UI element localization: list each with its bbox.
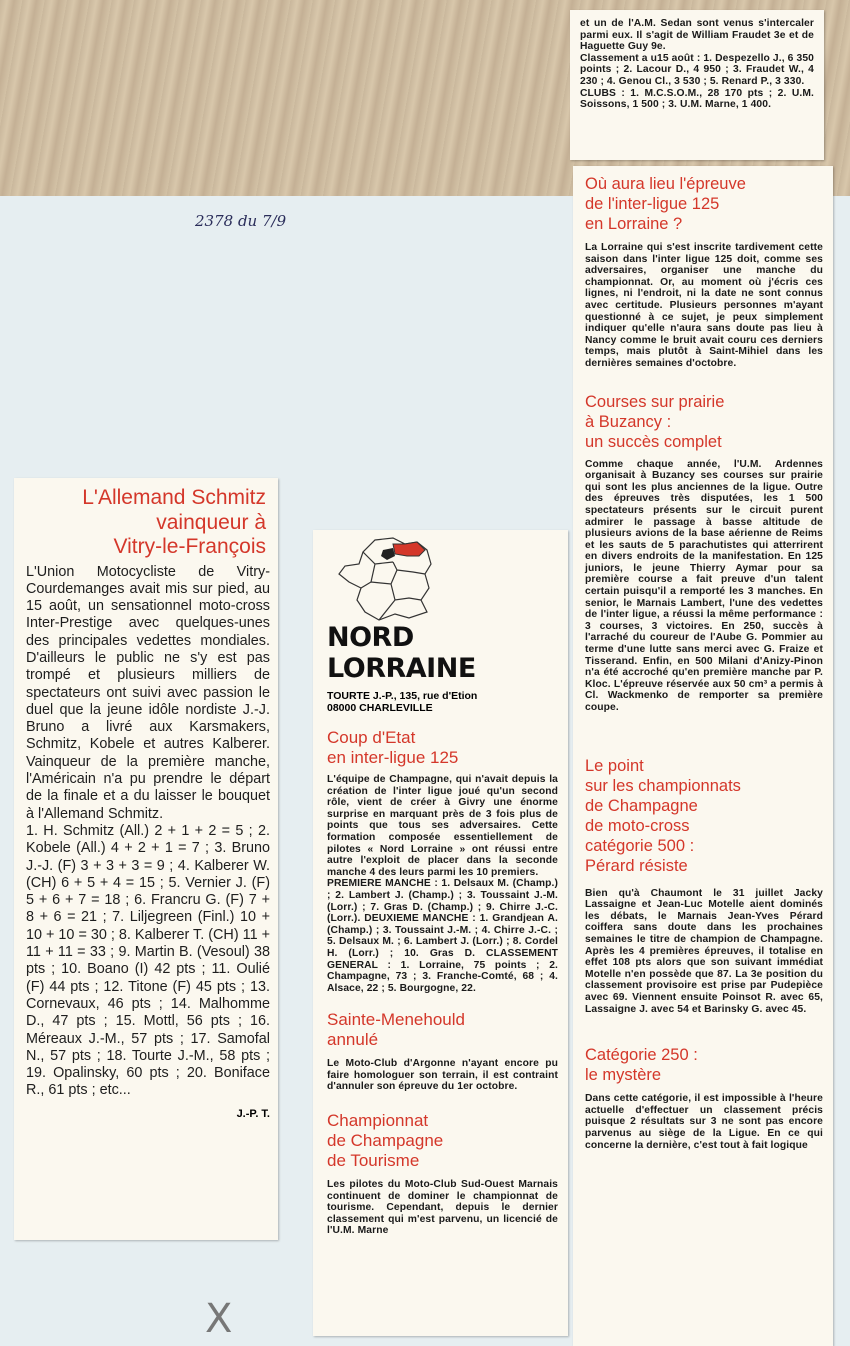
article-body: L'équipe de Champagne, qui n'avait depuis la création de l'inter ligue joué qu'un second rôle, vient de créer à Givry une énorme surprise en marquant près de 3 fois plus de points que tous ses adversaires. Cette formation composée essentiellement de pilotes « Nord Lorraine » ont réussi entre autre l'exploit de placer dans la seconde manche 4 des leurs parmi les 10 premiers. xyxy=(327,774,558,878)
top-clipping-clubs: CLUBS : 1. M.C.S.O.M., 28 170 pts ; 2. U.M. Soissons, 1 500 ; 3. U.M. Marne, 1 400. xyxy=(580,87,814,111)
article-buzancy xyxy=(585,392,823,714)
title-line: de Tourisme xyxy=(327,1151,420,1171)
top-clipping-text: et un de l'A.M. Sedan sont venus s'intercaler parmi eux. Il s'agit de William Fraudet 3e et de Haguette Guy 9e. xyxy=(580,18,814,53)
middle-clipping xyxy=(313,530,568,1336)
title-line: Catégorie 250 : xyxy=(585,1046,698,1065)
title-line: Courses sur prairie xyxy=(585,392,725,411)
title-line: de Champagne xyxy=(585,796,698,815)
title-line: Pérard résiste xyxy=(585,856,688,875)
right-column-clipping xyxy=(573,166,833,1346)
article-title xyxy=(585,174,823,234)
article-title xyxy=(585,1045,823,1085)
address-line: 08000 CHARLEVILLE xyxy=(327,702,433,714)
section-banner: NORD LORRAINE xyxy=(327,622,476,684)
title-line: Vitry-le-François xyxy=(113,535,266,558)
article-interligue-lorraine xyxy=(585,174,823,370)
article-title xyxy=(585,392,823,452)
article-coup-detat xyxy=(327,728,558,994)
article-body: Les pilotes du Moto-Club Sud-Ouest Marnais continuent de dominer le championnat de tourisme. Cependant, depuis le dernier classement qui m'est parvenu, un licencié de l'U.M. Marne xyxy=(327,1179,558,1237)
title-line: en Lorraine ? xyxy=(585,215,683,233)
article-championnat-tourisme xyxy=(327,1111,558,1237)
results-list: PREMIERE MANCHE : 1. Delsaux M. (Champ.) ; 2. Lambert J. (Champ.) ; 3. Toussaint J.-M. (Lorr.) ; 7. Gras D. (Champ.) ; 9. Chirre J.-C. (Lorr.). DEUXIEME MANCHE : 1. Grandjean A. (Champ.) ; 3. Toussaint J.-M. ; 4. Chirre J.-C. ; 5. Delsaux M. ; 6. Lambert J. (Lorr.) ; 8. Cordel H. (Lorr.) ; 10. Gras D. CLASSEMENT GENERAL : 1. Lorraine, 75 points ; 2. Champagne, 73 ; 3. Franche-Comté, 68 ; 4. Alsace, 22 ; 5. Bourgogne, 22. xyxy=(327,878,558,994)
region-map-icon xyxy=(335,534,445,622)
title-line: un succès complet xyxy=(585,432,722,451)
article-body: L'Union Motocycliste de Vitry-Courdemanges avait mis sur pied, au 15 août, un sensationnel moto-cross Inter-Prestige avec quelques-unes des principales vedettes mondiales. D'ailleurs le public ne s'y est pas trompé et plusieurs milliers de spectateurs ont suivi avec passion le duel que la jeune idôle nordiste J.-J. Bruno a livré aux Karsmakers, Schmitz, Kobele et autres Kalberer. Vainqueur de la première manche, l'Américain n'a pu prendre le départ de la finale et a du laisser le bouquet à l'Allemand Schmitz. xyxy=(26,563,270,822)
handwritten-note: 2378 du 7/9 xyxy=(195,212,287,230)
title-line: à Buzancy : xyxy=(585,412,672,431)
article-body: Le Moto-Club d'Argonne n'ayant encore pu faire homologuer son terrain, il est contraint d'annuler son épreuve du 1er octobre. xyxy=(327,1058,558,1093)
article-title xyxy=(585,756,823,876)
address-line: TOURTE J.-P., 135, rue d'Etion xyxy=(327,690,478,702)
author-address xyxy=(327,690,558,714)
article-categorie-250 xyxy=(585,1045,823,1151)
title-line: annulé xyxy=(327,1030,379,1050)
title-line: L'Allemand Schmitz xyxy=(82,486,266,509)
article-sainte-menehould xyxy=(327,1010,558,1093)
title-line: Le point xyxy=(585,756,644,775)
title-line: Sainte-Menehould xyxy=(327,1010,465,1030)
top-clipping-classement: Classement a u15 août : 1. Despezello J., 6 350 points ; 2. Lacour D., 4 950 ; 3. Fraudet W., 4 230 ; 4. Genou Cl., 3 530 ; 5. Renard P., 3 330. xyxy=(580,52,814,87)
title-line: en inter-ligue 125 xyxy=(327,748,459,767)
article-body: La Lorraine qui s'est inscrite tardivement cette saison dans l'inter ligue 125 doit, comme ses adversaires, organiser une manche du championnat. Or, au moment où j'écris ces lignes, ni l'endroit, ni la date ne sont connus avec certitude. Plusieurs personnes m'ayant questionné à ce sujet, je peux simplement indiquer qu'elle n'aura sans doute pas lieu à Nancy comme le bruit avait couru ces derniers temps, mais plutôt à Saint-Mihiel dans les dernières semaines d'octobre. xyxy=(585,242,823,369)
article-title xyxy=(26,486,266,560)
title-line: de moto-cross xyxy=(585,816,690,835)
title-line: de Champagne xyxy=(327,1131,444,1151)
title-line: vainqueur à xyxy=(156,510,266,534)
title-line: de l'inter-ligue 125 xyxy=(585,195,720,213)
article-title xyxy=(327,1010,558,1050)
article-championnats-champagne xyxy=(585,756,823,1016)
article-body: Bien qu'à Chaumont le 31 juillet Jacky Lassaigne et Jean-Luc Motelle aient dominés les débats, le Marnais Jean-Yves Pérard coiffera sans doute dans les prochaines semaines le titre de champion de Champagne. Après les 4 premières épreuves, il totalise en effet 108 pts alors que son suivant immédiat Motelle n'en possède que 87. La 3e position du classement provisoire est prise par Pudepièce avec 69. Viennent ensuite Poinsot R. avec 65, Lassaigne J. avec 54 et Barinsky G. avec 45. xyxy=(585,887,823,1015)
top-clipping xyxy=(570,10,824,160)
article-body: Comme chaque année, l'U.M. Ardennes organisait à Buzancy ses courses sur prairie qui sont les plus anciennes de la ligue. Outre des épreuves très disputées, les 1 500 spectateurs présents sur le circuit purent admirer le passage à basse altitude de plusieurs avions de la base aérienne de Reims et les sauts de 5 parachutistes qui atterrirent en divers endroits de la manifestation. En 125 juniors, le jeune Thierry Aymar pour sa première course a fait preuve d'un talent certain puisqu'il a remporté les 3 manches. En senior, le Marnais Lambert, l'une des vedettes de l'inter ligue, a réussi la même performance : 3 courses, 3 victoires. En 250, succès à l'arraché du coureur de l'Aube G. Pommier au terme d'une lutte sans merci avec G. Fraize et Tisserand. Enfin, en 500 Milani d'Anizy-Pinon n'a été accroché qu'en première manche par P. Kloc. L'épreuve réservée aux 50 cm³ a permis à Cl. Wackmenko de remporter sa première coupe. xyxy=(585,458,823,713)
title-line: Coup d'Etat xyxy=(327,728,416,747)
title-line: Championnat xyxy=(327,1111,429,1131)
pencil-cross-mark: X xyxy=(205,1296,233,1342)
title-line: Où aura lieu l'épreuve xyxy=(585,175,746,193)
results-list: 1. H. Schmitz (All.) 2 + 1 + 2 = 5 ; 2. Kobele (All.) 4 + 2 + 1 = 7 ; 3. Bruno J.-J. (F) 3 + 3 + 3 = 9 ; 4. Kalberer W. (CH) 6 + 5 + 4 = 15 ; 5. Vernier J. (F) 5 + 6 + 7 = 18 ; 6. Francru G. (F) 7 + 8 + 6 = 21 ; 7. Liljegreen (Finl.) 10 + 10 + 10 = 30 ; 8. Kalberer T. (CH) 11 + 11 + 11 = 33 ; 9. Martin B. (Vesoul) 38 pts ; 10. Boano (I) 42 pts ; 11. Oulié (F) 44 pts ; 12. Titone (F) 45 pts ; 13. Cornevaux, 46 pts ; 14. Malhomme D., 47 pts ; 15. Mottl, 56 pts ; 16. Méreaux J.-M., 57 pts ; 17. Samofal N., 57 pts ; 18. Tourte J.-M., 58 pts ; 19. Opalinsky, 60 pts ; 20. Boniface R., 61 pts ; etc... xyxy=(26,822,270,1099)
title-line: sur les championnats xyxy=(585,776,741,795)
article-title xyxy=(327,728,558,768)
left-clipping xyxy=(14,478,278,1240)
article-body: Dans cette catégorie, il est impossible à l'heure actuelle d'effectuer un classement précis puisque 2 résultats sur 3 ne sont pas encore parvenus au siège de la Ligue. En ce qui concerne la dernière, c'est tout à fait logique xyxy=(585,1093,823,1151)
title-line: catégorie 500 : xyxy=(585,836,695,855)
title-line: le mystère xyxy=(585,1066,662,1085)
author-signature: J.-P. T. xyxy=(236,1107,270,1120)
article-title xyxy=(327,1111,558,1171)
